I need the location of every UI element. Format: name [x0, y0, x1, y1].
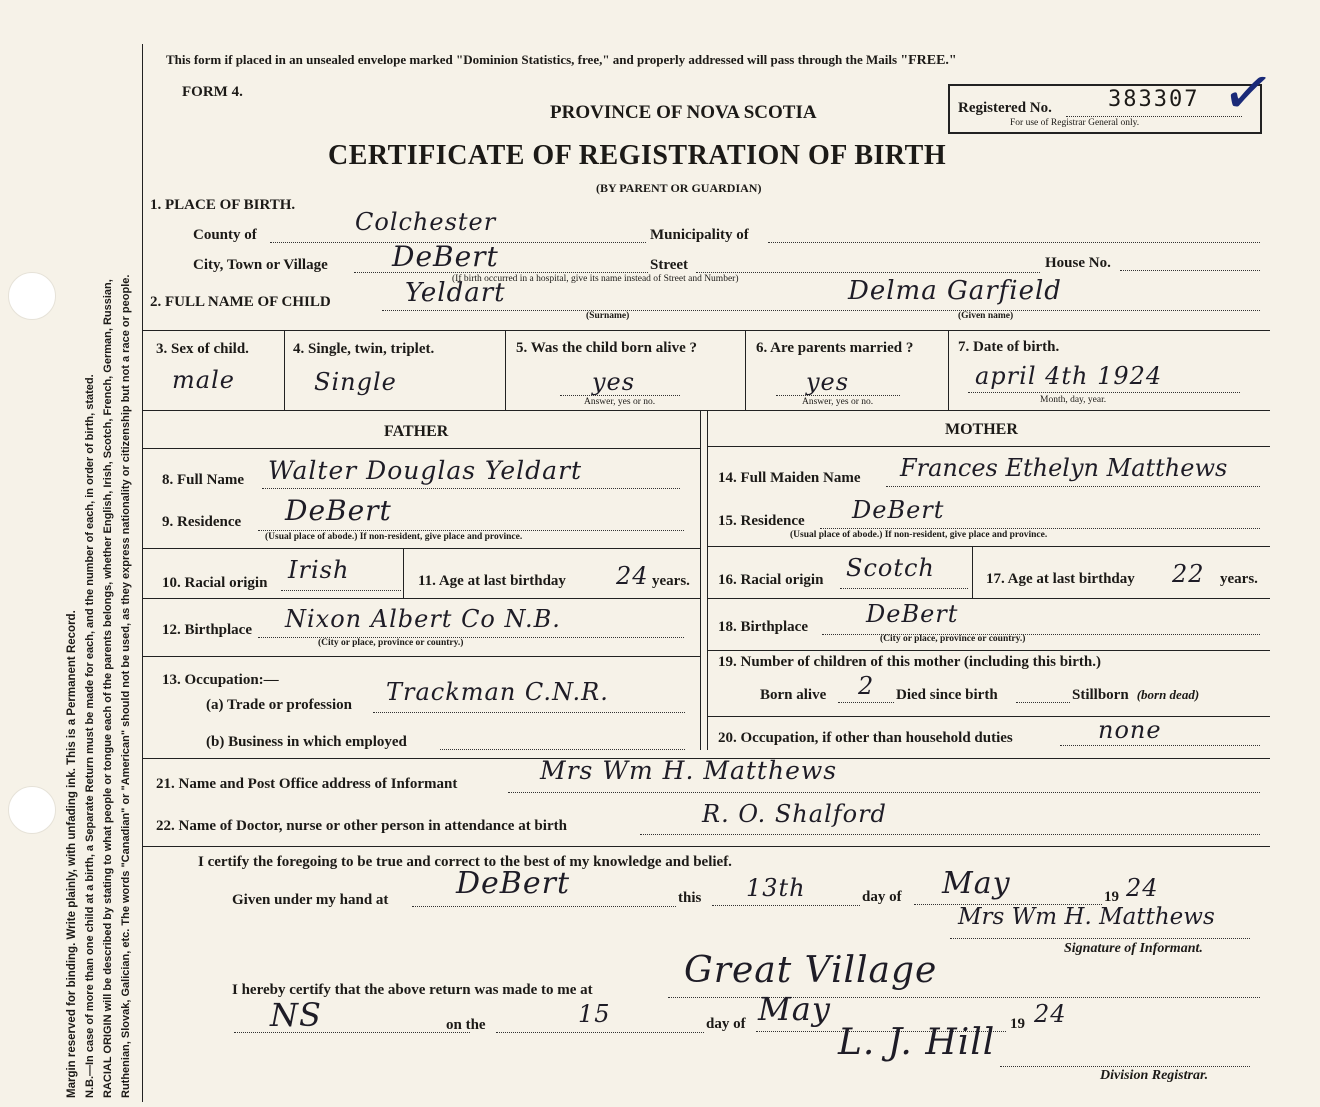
father-trade-value: Trackman C.N.R.: [386, 678, 609, 706]
left-border: [142, 44, 143, 1102]
doctor-value: R. O. Shalford: [702, 800, 887, 828]
registrar-on-label: on the: [446, 1017, 486, 1033]
sex-value: male: [172, 366, 235, 394]
check-mark-icon: ✓: [1217, 56, 1279, 132]
father-age-unit: years.: [652, 573, 690, 589]
mail-notice: This form if placed in an unsealed envelope marked "Dominion Statistics, free," and properly addressed will pass through the Mails "FREE.": [166, 52, 957, 68]
father-business-label: (b) Business in which employed: [206, 734, 407, 750]
margin-note-3: RACIAL ORIGIN will be described by stating to what people or tongue each of the parents belongs, whether English, Irish, Scotch, French, German, Russian,: [102, 279, 114, 1098]
father-birthplace-label: 12. Birthplace: [162, 622, 252, 638]
dob-note: Month, day, year.: [1040, 395, 1107, 405]
informant-value: Mrs Wm H. Matthews: [540, 756, 838, 785]
father-age-label: 11. Age at last birthday: [418, 573, 566, 589]
mother-age-label: 17. Age at last birthday: [986, 571, 1135, 587]
city-label: City, Town or Village: [193, 257, 328, 273]
father-racial-label: 10. Racial origin: [162, 575, 268, 591]
born-alive-label: Born alive: [760, 687, 827, 703]
county-label: County of: [193, 227, 257, 243]
child-surname-value: Yeldart: [405, 278, 506, 308]
father-residence-label: 9. Residence: [162, 514, 242, 530]
mother-occupation-label: 20. Occupation, if other than household duties: [718, 730, 1013, 746]
hospital-note: (If birth occurred in a hospital, give its name instead of Street and Number): [452, 274, 739, 284]
place-of-birth-label: 1. PLACE OF BIRTH.: [150, 197, 296, 213]
born-alive-value: 2: [858, 672, 875, 700]
doctor-label: 22. Name of Doctor, nurse or other person in attendance at birth: [156, 818, 567, 834]
given-caption: (Given name): [958, 311, 1014, 321]
form-number: FORM 4.: [182, 84, 243, 100]
street-label: Street: [650, 257, 689, 273]
mother-residence-value: DeBert: [852, 496, 945, 524]
married-value: yes: [806, 368, 850, 396]
informant-signature: Mrs Wm H. Matthews: [958, 904, 1215, 930]
certify-statement: I certify the foregoing to be true and correct to the best of my knowledge and belief.: [198, 854, 732, 870]
mother-residence-note: (Usual place of abode.) If non-resident, give place and province.: [790, 530, 1048, 540]
punch-hole-bottom: [8, 786, 56, 834]
stillborn-label: Stillborn (born dead): [1072, 687, 1200, 703]
single-value: Single: [314, 368, 397, 396]
father-name-label: 8. Full Name: [162, 472, 245, 488]
alive-label: 5. Was the child born alive ?: [516, 340, 697, 356]
given-place-value: DeBert: [456, 866, 571, 901]
certify-this-label: this: [678, 890, 702, 906]
county-value: Colchester: [355, 208, 497, 236]
father-heading: FATHER: [384, 423, 449, 440]
registrar-day-label: day of: [706, 1016, 746, 1032]
house-label: House No.: [1045, 255, 1111, 271]
father-residence-note: (Usual place of abode.) If non-resident, give place and province.: [265, 532, 523, 542]
margin-note-1: Margin reserved for binding. Write plainly, with unfading ink. This is a Permanent Record.: [66, 610, 78, 1098]
mother-children-label: 19. Number of children of this mother (including this birth.): [718, 654, 1101, 670]
mother-racial-value: Scotch: [846, 554, 935, 582]
mother-residence-label: 15. Residence: [718, 513, 805, 529]
certify-day-label: day of: [862, 889, 902, 905]
father-birthplace-value: Nixon Albert Co N.B.: [285, 605, 561, 633]
city-value: DeBert: [392, 240, 499, 273]
given-label: Given under my hand at: [232, 892, 389, 908]
informant-signature-label: Signature of Informant.: [1064, 941, 1203, 956]
page-subtitle: (BY PARENT OR GUARDIAN): [596, 181, 762, 195]
father-residence-value: DeBert: [285, 494, 392, 527]
page-title: CERTIFICATE OF REGISTRATION OF BIRTH: [328, 140, 947, 171]
father-birthplace-note: (City or place, province or country.): [318, 638, 464, 648]
registrar-place-value: Great Village: [684, 950, 938, 991]
married-label: 6. Are parents married ?: [756, 340, 914, 356]
province-heading: PROVINCE OF NOVA SCOTIA: [550, 102, 817, 123]
margin-note-2: N.B.—In case of more than one child at a birth, a Separate Return must be made for each, and the number of each, in order of birth, stated.: [84, 374, 96, 1098]
registrar-province-value: NS: [270, 996, 322, 1034]
father-occupation-label: 13. Occupation:—: [162, 672, 279, 688]
father-name-value: Walter Douglas Yeldart: [268, 456, 583, 485]
registrar-year-prefix: 19: [1010, 1016, 1025, 1032]
margin-note-4: Ruthenian, Slovak, Galician, etc. The words "Canadian" or "American" should not be used, as they express nationality or citizenship but not a race or people.: [120, 274, 132, 1098]
mother-heading: MOTHER: [945, 421, 1018, 438]
registrar-day-value: 15: [578, 1000, 611, 1028]
alive-note: Answer, yes or no.: [584, 397, 656, 407]
mother-age-value: 22: [1172, 560, 1205, 588]
father-racial-value: Irish: [288, 556, 350, 584]
certify-day-value: 13th: [746, 874, 806, 902]
registrar-month-value: May: [758, 990, 831, 1028]
mother-occupation-value: none: [1098, 716, 1162, 744]
mother-birthplace-label: 18. Birthplace: [718, 619, 808, 635]
child-name-label: 2. FULL NAME OF CHILD: [150, 294, 331, 310]
registrar-signature-label: Division Registrar.: [1100, 1068, 1209, 1083]
registered-label: Registered No.: [958, 100, 1052, 116]
certify-month-value: May: [942, 866, 1011, 901]
punch-hole-top: [8, 272, 56, 320]
mother-name-value: Frances Ethelyn Matthews: [900, 454, 1228, 482]
mother-racial-label: 16. Racial origin: [718, 572, 824, 588]
mother-birthplace-value: DeBert: [866, 600, 959, 628]
registrar-year-value: 24: [1034, 1000, 1067, 1028]
registrar-statement: I hereby certify that the above return was made to me at: [232, 982, 593, 998]
registrar-signature: L. J. Hill: [838, 1022, 996, 1063]
certify-year-prefix: 19: [1104, 889, 1119, 905]
certify-year-value: 24: [1126, 874, 1159, 902]
sex-label: 3. Sex of child.: [156, 341, 249, 357]
registered-note: For use of Registrar General only.: [1010, 118, 1140, 128]
mother-age-unit: years.: [1220, 571, 1258, 587]
died-since-label: Died since birth: [896, 687, 998, 703]
father-trade-label: (a) Trade or profession: [206, 697, 352, 713]
municipality-label: Municipality of: [650, 227, 749, 243]
married-note: Answer, yes or no.: [802, 397, 874, 407]
dob-value: april 4th 1924: [975, 362, 1163, 390]
mother-name-label: 14. Full Maiden Name: [718, 470, 861, 486]
dob-label: 7. Date of birth.: [958, 339, 1060, 355]
surname-caption: (Surname): [586, 311, 630, 321]
informant-label: 21. Name and Post Office address of Informant: [156, 776, 458, 792]
alive-value: yes: [592, 368, 636, 396]
registered-number: 383307: [1108, 87, 1200, 112]
father-age-value: 24: [616, 562, 649, 590]
mother-birthplace-note: (City or place, province or country.): [880, 634, 1026, 644]
child-given-value: Delma Garfield: [848, 276, 1062, 306]
single-label: 4. Single, twin, triplet.: [293, 341, 435, 357]
